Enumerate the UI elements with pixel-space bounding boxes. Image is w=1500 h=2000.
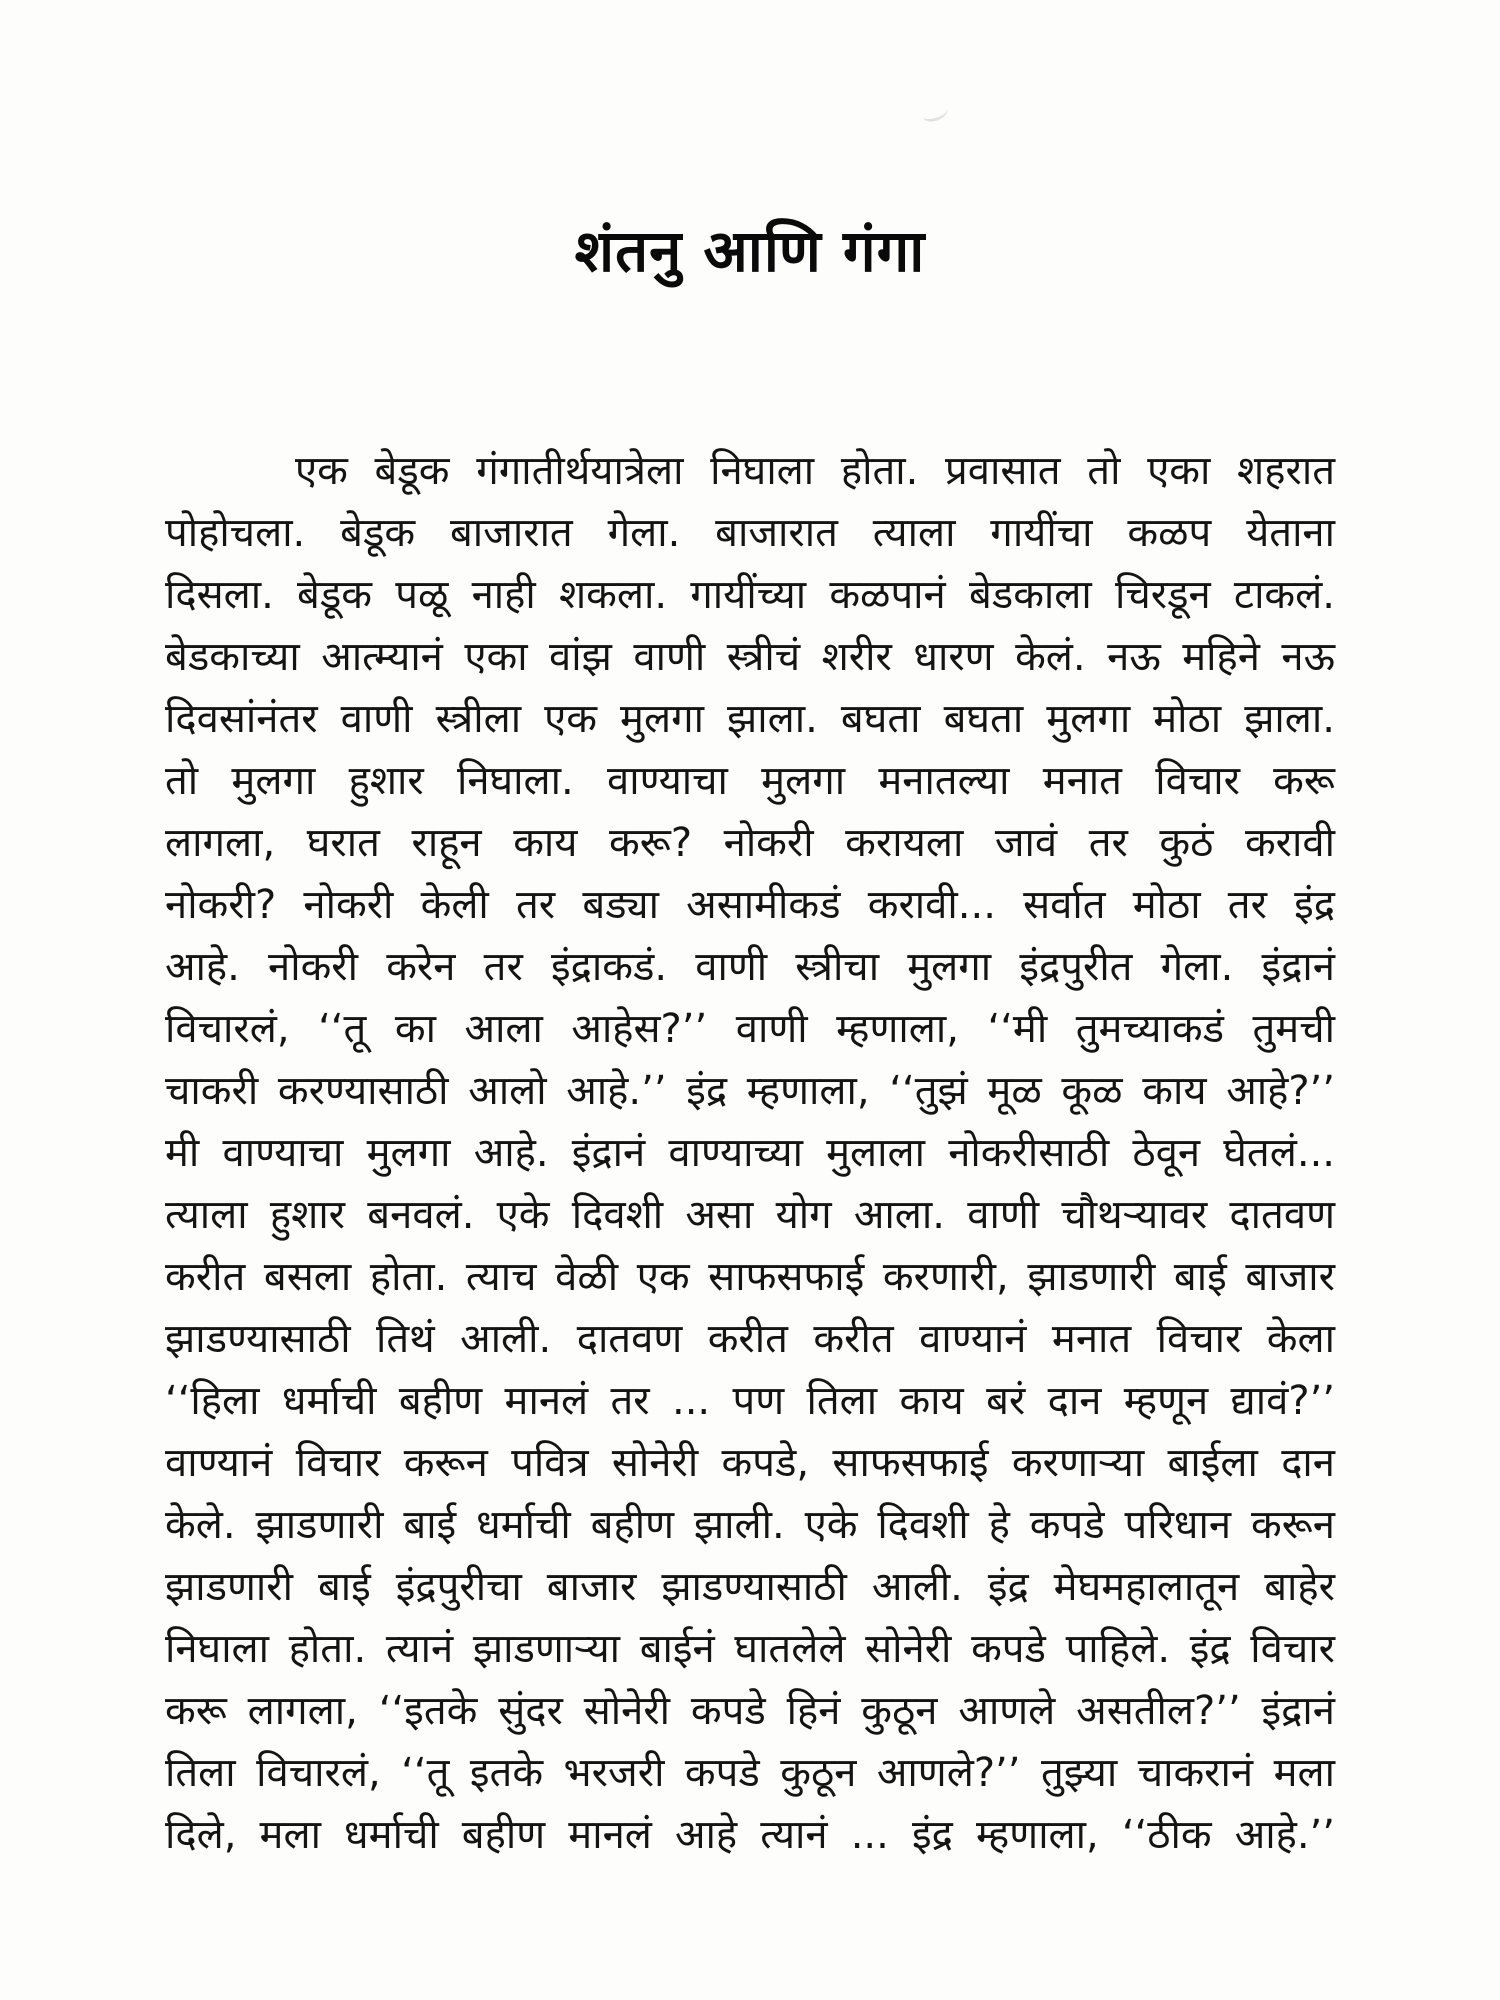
text-line: बेडकाच्या आत्म्यानं एका वांझ वाणी स्त्रीचं शरीर धारण केलं. नऊ महिने नऊ	[165, 634, 1335, 680]
scan-smudge-artifact	[921, 101, 950, 123]
text-line: झाडणारी बाई इंद्रपुरीचा बाजार झाडण्यासाठी आली. इंद्र मेघमहालातून बाहेर	[165, 1564, 1335, 1610]
text-line: दिसला. बेडूक पळू नाही शकला. गायींच्या कळपानं बेडकाला चिरडून टाकलं.	[165, 572, 1335, 618]
text-line: दिले, मला धर्माची बहीण मानलं आहे त्यानं ... इंद्र म्हणाला, ‘‘ठीक आहे.’’	[165, 1812, 1335, 1858]
text-line: नोकरी? नोकरी केली तर बड्या असामीकडं करावी... सर्वात मोठा तर इंद्र	[165, 882, 1335, 928]
text-line: आहे. नोकरी करेन तर इंद्राकडं. वाणी स्त्रीचा मुलगा इंद्रपुरीत गेला. इंद्रानं	[165, 944, 1335, 990]
text-line: वाण्यानं विचार करून पवित्र सोनेरी कपडे, साफसफाई करणाऱ्या बाईला दान	[165, 1440, 1335, 1486]
text-line: निघाला होता. त्यानं झाडणाऱ्या बाईनं घातलेले सोनेरी कपडे पाहिले. इंद्र विचार	[165, 1626, 1335, 1672]
text-line: मी वाण्याचा मुलगा आहे. इंद्रानं वाण्याच्या मुलाला नोकरीसाठी ठेवून घेतलं...	[165, 1130, 1335, 1176]
text-line: केले. झाडणारी बाई धर्माची बहीण झाली. एके दिवशी हे कपडे परिधान करून	[165, 1502, 1335, 1548]
text-line: करू लागला, ‘‘इतके सुंदर सोनेरी कपडे हिनं कुठून आणले असतील?’’ इंद्रानं	[165, 1688, 1335, 1734]
text-line: ‘‘हिला धर्माची बहीण मानलं तर ... पण तिला काय बरं दान म्हणून द्यावं?’’	[165, 1378, 1335, 1424]
text-line: तिला विचारलं, ‘‘तू इतके भरजरी कपडे कुठून आणले?’’ तुझ्या चाकरानं मला	[165, 1750, 1335, 1796]
story-paragraph	[165, 440, 1335, 1866]
text-line: एक बेडूक गंगातीर्थयात्रेला निघाला होता. प्रवासात तो एका शहरात	[295, 448, 1335, 494]
text-line: तो मुलगा हुशार निघाला. वाण्याचा मुलगा मनातल्या मनात विचार करू	[165, 758, 1335, 804]
text-line: विचारलं, ‘‘तू का आला आहेस?’’ वाणी म्हणाला, ‘‘मी तुमच्याकडं तुमची	[165, 1006, 1335, 1052]
text-line: लागला, घरात राहून काय करू? नोकरी करायला जावं तर कुठं करावी	[165, 820, 1335, 866]
text-line: करीत बसला होता. त्याच वेळी एक साफसफाई करणारी, झाडणारी बाई बाजार	[165, 1254, 1335, 1300]
page-title: शंतनु आणि गंगा	[574, 217, 926, 285]
text-line: दिवसांनंतर वाणी स्त्रीला एक मुलगा झाला. बघता बघता मुलगा मोठा झाला.	[165, 696, 1335, 742]
text-line: चाकरी करण्यासाठी आलो आहे.’’ इंद्र म्हणाला, ‘‘तुझं मूळ कूळ काय आहे?’’	[165, 1068, 1335, 1114]
text-line: झाडण्यासाठी तिथं आली. दातवण करीत करीत वाण्यानं मनात विचार केला	[165, 1316, 1335, 1362]
text-line: पोहोचला. बेडूक बाजारात गेला. बाजारात त्याला गायींचा कळप येताना	[165, 510, 1335, 556]
text-line: त्याला हुशार बनवलं. एके दिवशी असा योग आला. वाणी चौथऱ्यावर दातवण	[165, 1192, 1335, 1238]
